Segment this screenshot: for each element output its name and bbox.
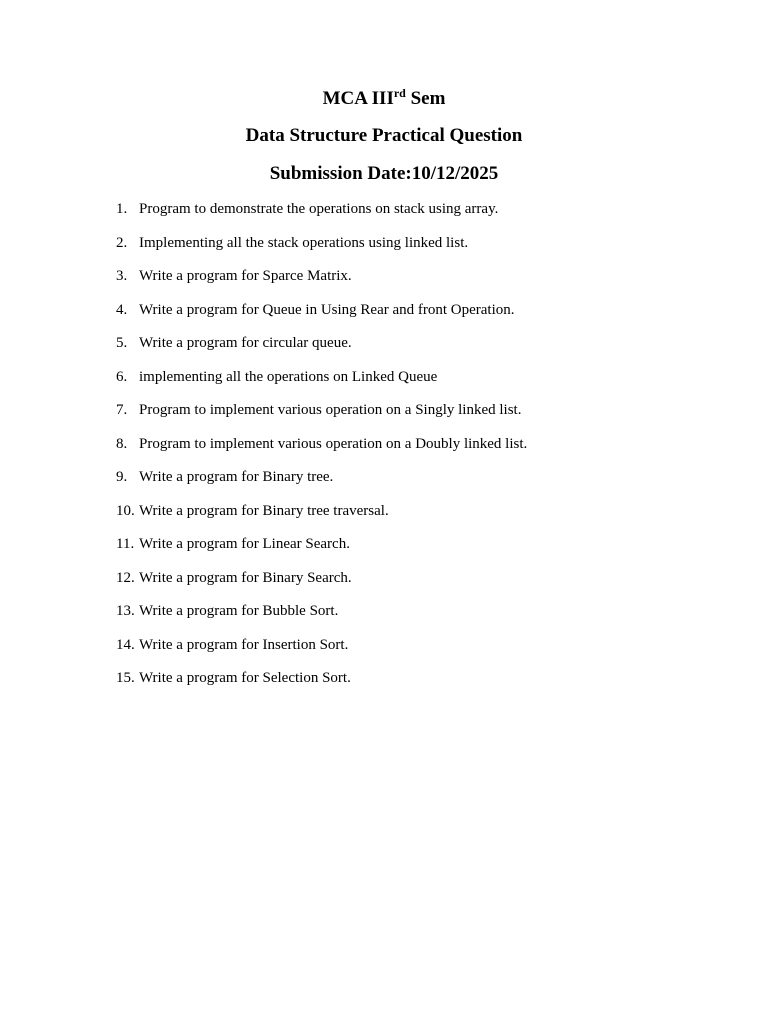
question-text: Implementing all the stack operations using linked list. [139,234,469,251]
list-item [116,668,527,702]
list-item [116,333,527,367]
course-title [0,87,768,111]
question-text: Write a program for Sparce Matrix. [139,268,352,284]
question-number: 4. [116,301,128,318]
list-item [116,501,527,535]
course-suffix: Sem [405,88,446,109]
list-item [116,635,527,669]
question-number: 8. [116,435,128,452]
question-text: Write a program for Bubble Sort. [139,603,339,619]
list-item [116,400,527,434]
list-item [116,266,527,300]
question-number: 5. [116,335,128,351]
question-text: Write a program for Binary tree traversal. [139,502,389,519]
question-number: 3. [116,268,128,284]
question-number: 15. [116,670,135,686]
question-text: implementing all the operations on Linked Queue [139,368,438,385]
question-number: 14. [116,636,135,653]
course-superscript: rd [393,86,406,100]
list-item [116,568,527,602]
list-item [116,601,527,635]
list-item [116,199,527,233]
question-number: 7. [116,402,128,418]
list-item [116,467,527,501]
question-number: 2. [116,234,128,251]
question-text: Write a program for Linear Search. [139,536,350,552]
question-text: Program to implement various operation on a Doubly linked list. [139,435,528,452]
question-text: Write a program for Insertion Sort. [139,636,349,653]
list-item [116,367,527,401]
question-text: Program to demonstrate the operations on stack using array. [139,201,499,217]
question-text: Program to implement various operation on a Singly linked list. [139,402,522,418]
question-list [116,199,527,702]
question-number: 1. [116,201,128,217]
question-text: Write a program for circular queue. [139,335,352,351]
subject-title: Data Structure Practical Question [245,125,523,146]
list-item [116,434,527,468]
question-number: 13. [116,603,135,619]
question-number: 12. [116,569,135,586]
question-text: Write a program for Binary tree. [139,469,334,485]
question-number: 11. [116,536,135,552]
submission-date: Submission Date:10/12/2025 [269,163,499,184]
question-text: Write a program for Binary Search. [139,569,352,586]
question-text: Write a program for Queue in Using Rear and front Operation. [139,301,515,318]
list-item [116,300,527,334]
list-item [116,534,527,568]
question-text: Write a program for Selection Sort. [139,670,351,686]
question-number: 10. [116,502,135,519]
question-number: 9. [116,469,128,485]
list-item [116,233,527,267]
question-number: 6. [116,368,128,385]
course-name: MCA III [322,88,394,109]
